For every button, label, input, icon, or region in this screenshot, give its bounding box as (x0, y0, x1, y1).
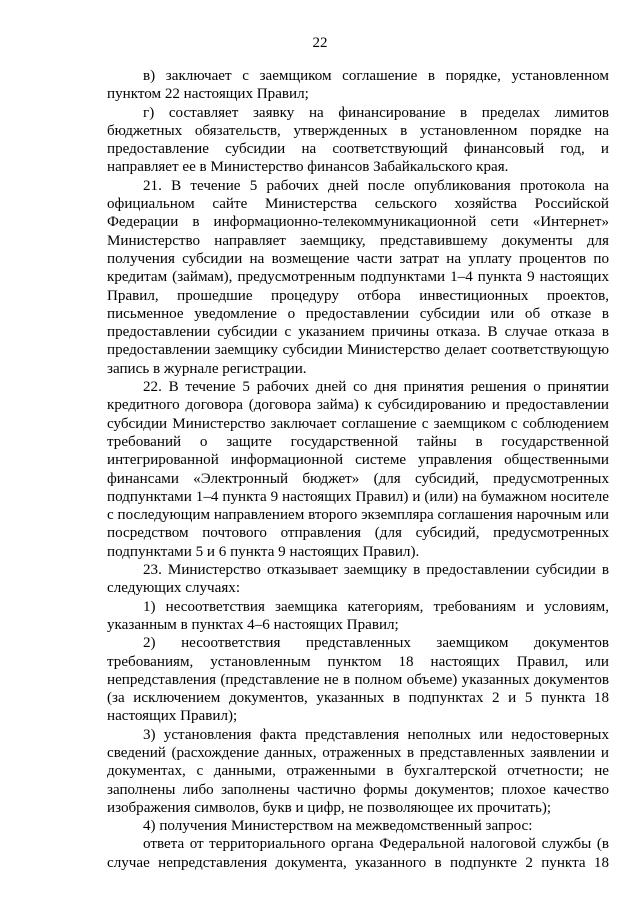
paragraph-23-case-4: 4) получения Министерством на межведомственный запрос: (143, 818, 533, 835)
paragraph-subitem-v: в) заключает с заемщиком соглашение в порядке, установленном пунктом 22 настоящих Правил; (107, 68, 609, 103)
paragraph-23: 23. Министерство отказывает заемщику в предоставлении субсидии в следующих случаях: (107, 562, 609, 597)
paragraph-23-case-1: 1) несоответствия заемщика категориям, требованиям и условиям, указанным в пунктах 4–6 настоящих Правил; (107, 598, 609, 633)
paragraph-22: 22. В течение 5 рабочих дней со дня принятия решения о принятии кредитного договора (договора займа) к субсидированию и предоставлении субсидии Министерство заключает соглашение с заемщиком с соблюдением требований о защите государственной тайны в государственной интегрированной информационной системе управления общественными финансами «Электронный бюджет» (для субсидий, предусмотренных подпунктами 1–4 пункта 9 настоящих Правил) и (или) на бумажном носителе с последующим направлением второго экземпляра соглашения нарочным или посредством почтового отправления (для субсидий, предусмотренных подпунктами 5 и 6 пункта 9 настоящих Правил). (107, 379, 609, 560)
paragraph-23-case-2: 2) несоответствия представленных заемщиком документов требованиям, установленным пунктом 18 настоящих Правил, или непредставления (представление не в полном объеме) указанных документов (за исключением документов, указанных в подпунктах 2 и 5 пункта 18 настоящих Правил); (107, 635, 609, 725)
document-body (107, 67, 609, 872)
paragraph-23-case-3: 3) установления факта представления неполных или недостоверных сведений (расхождение данных, отраженных в представленных заявлении и документах, с данными, отраженными в бухгалтерской отчетности; не заполнены либо заполнены частично формы документов; плохое качество изображения символов, букв и цифр, не позволяющее их прочитать); (107, 726, 609, 816)
page-number: 22 (312, 35, 328, 51)
paragraph-subitem-g: г) составляет заявку на финансирование в пределах лимитов бюджетных обязательств, утвержденных в установленном порядке на предоставление субсидии на соответствующий финансовый год, и направляет ее в Министерство финансов Забайкальского края. (107, 104, 609, 176)
paragraph-21: 21. В течение 5 рабочих дней после опубликования протокола на официальном сайте Министерства сельского хозяйства Российской Федерации в информационно-телекоммуникационной сети «Интернет» Министерство направляет заемщику, представившему документы для получения субсидии на возмещение части затрат на уплату процентов по кредитам (займам), предусмотренным подпунктами 1–4 пункта 9 настоящих Правил, прошедшие процедуру отбора инвестиционных проектов, письменное уведомление о предоставлении субсидии или об отказе в предоставлении субсидии с указанием причины отказа. В случае отказа в предоставлении заемщику субсидии Министерство делает соответствующую запись в журнале регистрации. (107, 177, 609, 377)
paragraph-23-case-4-response: ответа от территориального органа Федеральной налоговой службы (в случае непредставления документа, указанного в подпункте 2 пункта 18 (107, 836, 609, 871)
